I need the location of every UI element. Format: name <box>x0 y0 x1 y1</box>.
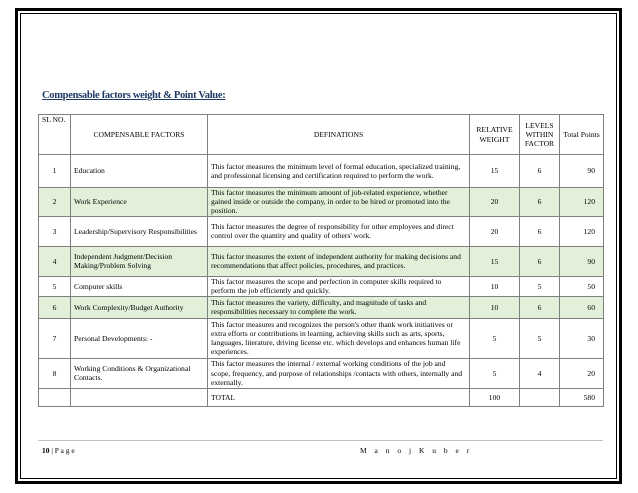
compensable-factors-table <box>38 114 604 407</box>
row-points: 30 <box>560 318 604 358</box>
row-levels: 6 <box>520 216 560 246</box>
row-points: 120 <box>560 188 604 217</box>
row-points: 60 <box>560 296 604 318</box>
row-weight: 15 <box>470 155 520 188</box>
row-weight: 20 <box>470 188 520 217</box>
total-empty-cell <box>39 388 71 406</box>
header-factor: COMPENSABLE FACTORS <box>71 115 208 155</box>
total-empty-cell <box>520 388 560 406</box>
header-weight: RELATIVE WEIGHT <box>470 115 520 155</box>
row-levels: 6 <box>520 296 560 318</box>
row-definition: This factor measures the extent of independent authority for making decisions and recommendations that affect policies, procedures, and practices. <box>208 246 470 276</box>
row-number: 2 <box>39 188 71 217</box>
row-levels: 4 <box>520 358 560 388</box>
header-slno: SL NO. <box>39 115 71 155</box>
row-definition: This factor measures the degree of responsibility for other employees and direct control over the quantity and quality of others' work. <box>208 216 470 246</box>
row-weight: 10 <box>470 276 520 296</box>
table-row <box>39 296 604 318</box>
row-weight: 10 <box>470 296 520 318</box>
total-points: 580 <box>560 388 604 406</box>
row-number: 3 <box>39 216 71 246</box>
row-levels: 5 <box>520 276 560 296</box>
row-factor: Leadership/Supervisory Responsibilities <box>71 216 208 246</box>
row-factor: Work Complexity/Budget Authority <box>71 296 208 318</box>
row-definition: This factor measures the scope and perfection in computer skills required to perform the job efficiently and quickly. <box>208 276 470 296</box>
row-number: 5 <box>39 276 71 296</box>
header-levels: LEVELS WITHIN FACTOR <box>520 115 560 155</box>
row-factor: Education <box>71 155 208 188</box>
table-row <box>39 358 604 388</box>
row-points: 90 <box>560 246 604 276</box>
table-row <box>39 188 604 217</box>
row-definition: This factor measures the minimum level of formal education, specialized training, and professional licensing and certification required to perform the work. <box>208 155 470 188</box>
row-factor: Computer skills <box>71 276 208 296</box>
header-definition: DEFINATIONS <box>208 115 470 155</box>
row-points: 20 <box>560 358 604 388</box>
row-weight: 5 <box>470 318 520 358</box>
row-number: 1 <box>39 155 71 188</box>
row-definition: This factor measures the internal / external working conditions of the job and scope, frequency, and purpose of relationships /contacts with others, internally and externally. <box>208 358 470 388</box>
table-row <box>39 216 604 246</box>
row-levels: 6 <box>520 155 560 188</box>
footer-page-number <box>42 446 75 455</box>
total-label: TOTAL <box>208 388 470 406</box>
row-number: 6 <box>39 296 71 318</box>
row-number: 8 <box>39 358 71 388</box>
total-row <box>39 388 604 406</box>
row-weight: 5 <box>470 358 520 388</box>
section-heading: Compensable factors weight & Point Value: <box>42 90 226 101</box>
row-weight: 15 <box>470 246 520 276</box>
row-factor: Independent Judgment/Decision Making/Problem Solving <box>71 246 208 276</box>
row-factor: Personal Developments: - <box>71 318 208 358</box>
row-number: 4 <box>39 246 71 276</box>
row-definition: This factor measures the variety, difficulty, and magnitude of tasks and responsibilities necessary to complete the work. <box>208 296 470 318</box>
row-levels: 6 <box>520 188 560 217</box>
row-number: 7 <box>39 318 71 358</box>
row-levels: 5 <box>520 318 560 358</box>
table-row <box>39 246 604 276</box>
row-factor: Working Conditions & Organizational Contacts. <box>71 358 208 388</box>
table-row <box>39 276 604 296</box>
row-factor: Work Experience <box>71 188 208 217</box>
page-number: 10 <box>42 446 50 455</box>
row-points: 90 <box>560 155 604 188</box>
total-weight: 100 <box>470 388 520 406</box>
total-empty-cell <box>71 388 208 406</box>
footer-divider <box>38 440 603 441</box>
page-label: | P a g e <box>51 446 75 455</box>
header-points: Total Points <box>560 115 604 155</box>
row-points: 120 <box>560 216 604 246</box>
row-definition: This factor measures the minimum amount of job-related experience, whether gained inside or outside the company, in order to be hired or promoted into the position. <box>208 188 470 217</box>
table-row <box>39 318 604 358</box>
table-row <box>39 155 604 188</box>
row-definition: This factor measures and recognizes the person's other thank work initiatives or extra efforts or contributions in learning, achieving skills such as arts, sports, languages, literature, driving license etc. which develops and enhances human life experiences. <box>208 318 470 358</box>
footer-author: M a n o j K u b e r <box>360 446 473 455</box>
row-points: 50 <box>560 276 604 296</box>
row-weight: 20 <box>470 216 520 246</box>
row-levels: 6 <box>520 246 560 276</box>
table-header-row <box>39 115 604 155</box>
